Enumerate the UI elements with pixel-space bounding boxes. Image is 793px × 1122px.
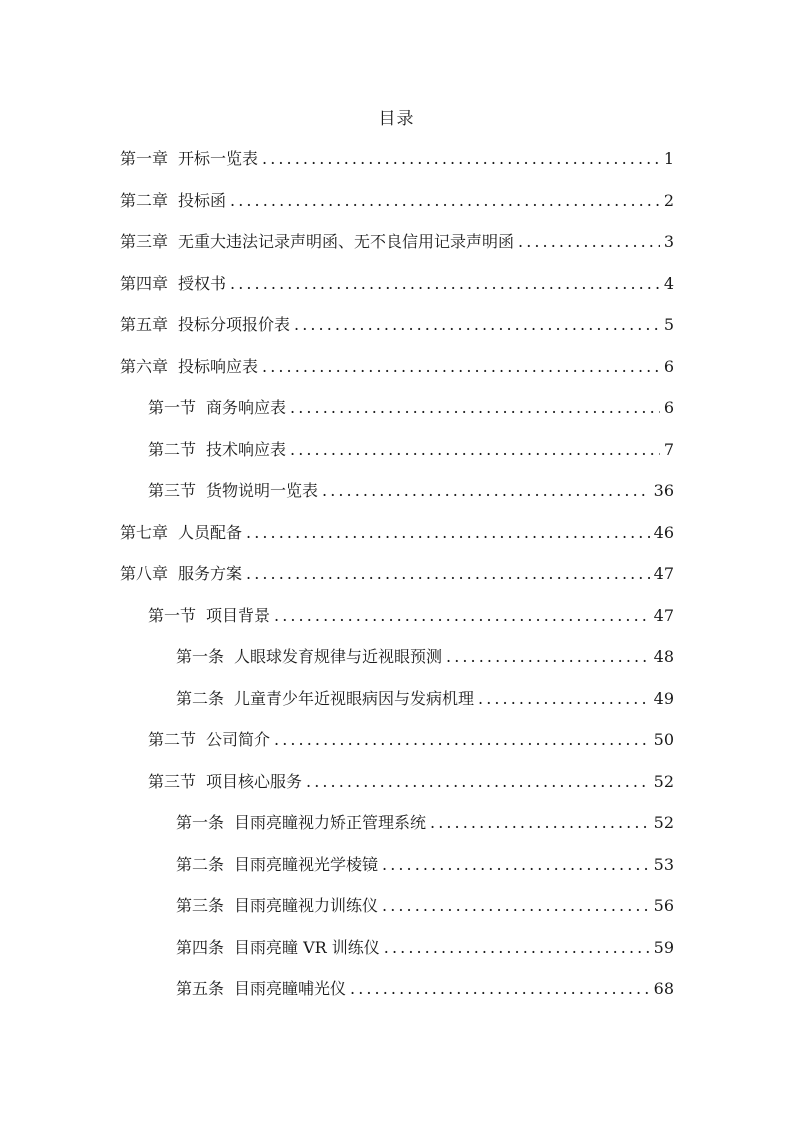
toc-entry-page-number: 46 bbox=[653, 522, 674, 542]
toc-entry[interactable] bbox=[120, 810, 674, 852]
toc-entry[interactable] bbox=[120, 478, 674, 520]
dot-leader bbox=[274, 730, 650, 749]
toc-entry-title: 商务响应表 bbox=[206, 398, 287, 417]
toc-entry[interactable] bbox=[120, 893, 674, 935]
dot-leader bbox=[274, 606, 650, 625]
toc-entry-number: 第二条 bbox=[176, 688, 225, 708]
toc-entry-number: 第二节 bbox=[148, 439, 197, 459]
toc-entry-page-number: 59 bbox=[653, 937, 674, 957]
toc-entry-page-number: 50 bbox=[653, 730, 674, 749]
toc-entry-page-number: 49 bbox=[653, 688, 674, 708]
toc-entry-number: 第四章 bbox=[120, 273, 169, 293]
dot-leader bbox=[382, 855, 650, 874]
toc-entry-page-number: 5 bbox=[663, 315, 674, 334]
toc-entry[interactable] bbox=[120, 769, 674, 811]
toc-entry-page-number: 2 bbox=[663, 190, 674, 210]
dot-leader bbox=[230, 274, 660, 293]
toc-entry-number: 第二章 bbox=[120, 190, 169, 210]
toc-entry-title: 儿童青少年近视眼病因与发病机理 bbox=[234, 688, 475, 708]
dot-leader bbox=[294, 315, 660, 334]
dot-leader bbox=[246, 564, 650, 583]
toc-entry[interactable] bbox=[120, 271, 674, 313]
toc-entry-title: 项目背景 bbox=[206, 605, 271, 625]
toc-entry-number: 第八章 bbox=[120, 564, 169, 583]
toc-entry-title: 服务方案 bbox=[178, 564, 243, 583]
toc-entry[interactable] bbox=[120, 727, 674, 769]
toc-entry-title: 无重大违法记录声明函、无不良信用记录声明函 bbox=[178, 232, 515, 251]
toc-entry-title: 目雨亮瞳视力矫正管理系统 bbox=[234, 813, 427, 832]
toc-entry-page-number: 1 bbox=[663, 149, 674, 168]
toc-entry-page-number: 48 bbox=[653, 647, 674, 666]
toc-entry-number: 第五条 bbox=[176, 979, 225, 998]
dot-leader bbox=[262, 149, 660, 168]
toc-entry-title: 投标分项报价表 bbox=[178, 315, 291, 334]
toc-entry-title: 目雨亮瞳哺光仪 bbox=[234, 979, 347, 998]
dot-leader bbox=[430, 813, 650, 832]
toc-entry-page-number: 36 bbox=[653, 481, 674, 500]
toc-entry-page-number: 56 bbox=[653, 896, 674, 915]
toc-entry-page-number: 52 bbox=[653, 771, 674, 791]
toc-entry-title: 授权书 bbox=[178, 273, 227, 293]
dot-leader bbox=[262, 357, 660, 376]
dot-leader bbox=[384, 938, 650, 957]
toc-entry-page-number: 47 bbox=[653, 605, 674, 625]
dot-leader bbox=[230, 191, 660, 210]
toc-entry-page-number: 68 bbox=[653, 979, 674, 998]
dot-leader bbox=[350, 979, 650, 998]
toc-entry-page-number: 7 bbox=[663, 439, 674, 459]
toc-entry-title: 货物说明一览表 bbox=[206, 481, 319, 500]
toc-entry-number: 第一条 bbox=[176, 813, 225, 832]
toc-entry-number: 第六章 bbox=[120, 356, 169, 376]
toc-entry-title: 开标一览表 bbox=[178, 149, 259, 168]
toc-entry-title: 目雨亮瞳 VR 训练仪 bbox=[234, 937, 380, 957]
toc-entry-page-number: 52 bbox=[653, 813, 674, 832]
dot-leader bbox=[478, 689, 650, 708]
toc-entry[interactable] bbox=[120, 686, 674, 728]
toc-entry-title: 投标响应表 bbox=[178, 356, 259, 376]
dot-leader bbox=[322, 481, 650, 500]
toc-entry[interactable] bbox=[120, 312, 674, 354]
toc-entry-page-number: 6 bbox=[663, 398, 674, 417]
dot-leader bbox=[382, 896, 650, 915]
toc-entry-number: 第五章 bbox=[120, 315, 169, 334]
toc-entry-title: 人眼球发育规律与近视眼预测 bbox=[234, 647, 443, 666]
toc-entry-number: 第三条 bbox=[176, 896, 225, 915]
toc-entry[interactable] bbox=[120, 935, 674, 977]
toc-entry[interactable] bbox=[120, 354, 674, 396]
toc-entry-title: 公司简介 bbox=[206, 730, 271, 749]
toc-entry-title: 技术响应表 bbox=[206, 439, 287, 459]
dot-leader bbox=[246, 523, 650, 542]
toc-entry-title: 目雨亮瞳视光学棱镜 bbox=[234, 854, 379, 874]
toc-entry[interactable] bbox=[120, 561, 674, 603]
toc-entry[interactable] bbox=[120, 395, 674, 437]
toc-entry[interactable] bbox=[120, 146, 674, 188]
toc-entry-page-number: 6 bbox=[663, 356, 674, 376]
toc-entry-number: 第一条 bbox=[176, 647, 225, 666]
toc-entry[interactable] bbox=[120, 852, 674, 894]
dot-leader bbox=[518, 232, 660, 251]
toc-entry-title: 目雨亮瞳视力训练仪 bbox=[234, 896, 379, 915]
toc-entry-number: 第三节 bbox=[148, 481, 197, 500]
dot-leader bbox=[446, 647, 650, 666]
toc-entry-number: 第四条 bbox=[176, 937, 225, 957]
dot-leader bbox=[290, 440, 660, 459]
toc-entry[interactable] bbox=[120, 188, 674, 230]
toc-entry[interactable] bbox=[120, 976, 674, 1018]
toc-entry-title: 投标函 bbox=[178, 190, 227, 210]
toc-entry-number: 第一节 bbox=[148, 605, 197, 625]
toc-entry[interactable] bbox=[120, 520, 674, 562]
toc-entry-number: 第三章 bbox=[120, 232, 169, 251]
toc-entry-number: 第二条 bbox=[176, 854, 225, 874]
toc-entry-page-number: 53 bbox=[653, 854, 674, 874]
toc-entry-number: 第一章 bbox=[120, 149, 169, 168]
dot-leader bbox=[290, 398, 660, 417]
toc-entry-number: 第二节 bbox=[148, 730, 197, 749]
toc-entry-number: 第七章 bbox=[120, 522, 169, 542]
toc-entry-number: 第三节 bbox=[148, 771, 197, 791]
dot-leader bbox=[306, 772, 650, 791]
toc-entry-page-number: 3 bbox=[663, 232, 674, 251]
toc-title: 目录 bbox=[378, 109, 415, 129]
toc-entry-number: 第一节 bbox=[148, 398, 197, 417]
toc-entry[interactable] bbox=[120, 437, 674, 479]
toc-entry-page-number: 4 bbox=[663, 273, 674, 293]
table-of-contents bbox=[120, 146, 674, 1018]
toc-entry-title: 人员配备 bbox=[178, 522, 243, 542]
toc-entry[interactable] bbox=[120, 603, 674, 645]
toc-entry-title: 项目核心服务 bbox=[206, 771, 303, 791]
toc-entry[interactable] bbox=[120, 229, 674, 271]
toc-entry[interactable] bbox=[120, 644, 674, 686]
toc-entry-page-number: 47 bbox=[653, 564, 674, 583]
